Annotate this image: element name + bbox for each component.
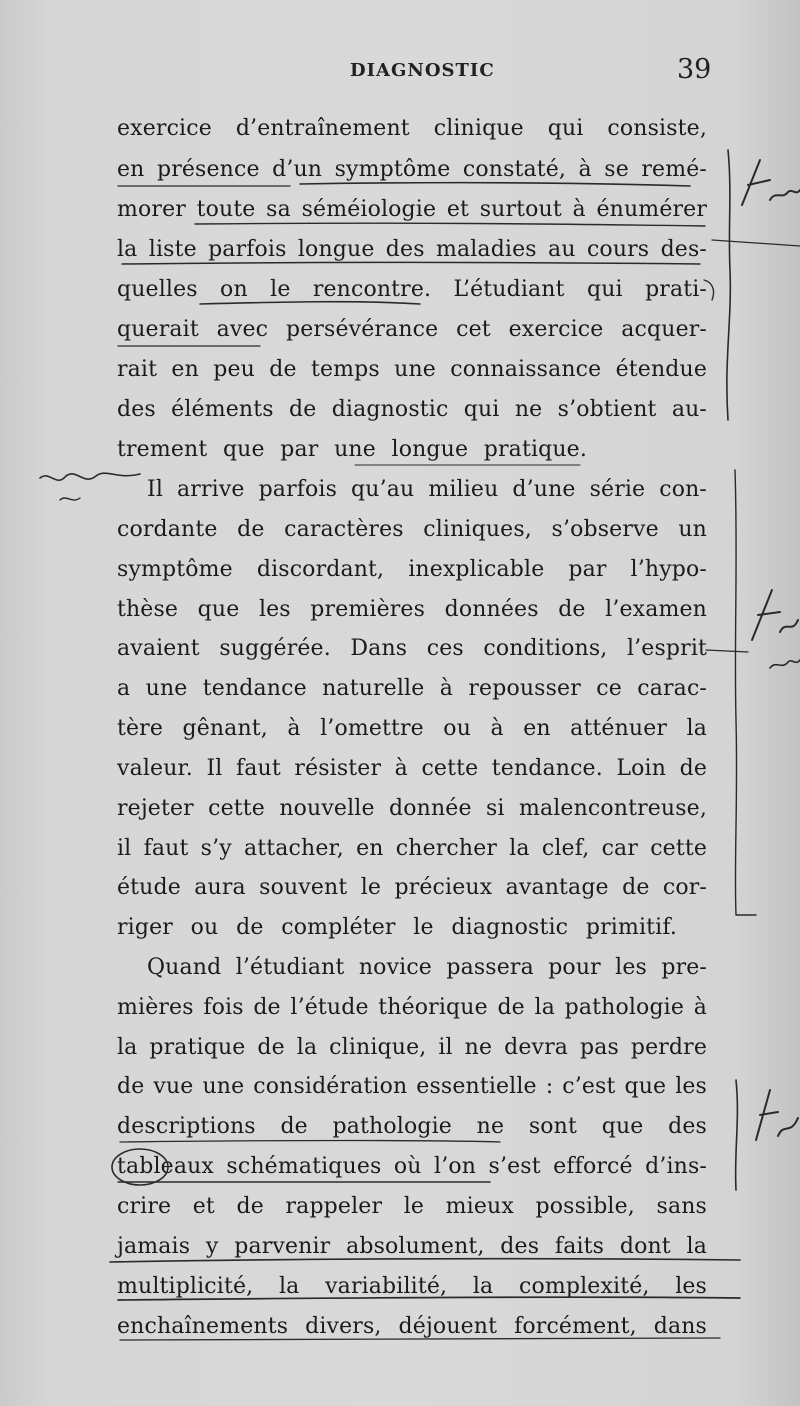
text-line: Quand l’étudiant novice passera pour les pre-	[147, 955, 707, 980]
text-line: en présence d’un symptôme constaté, à se remé-	[117, 157, 707, 182]
text-line: querait avec persévérance cet exercice acquer-	[117, 317, 707, 342]
text-line: symptôme discordant, inexplicable par l’hypo-	[117, 557, 707, 582]
text-line: étude aura souvent le précieux avantage de cor-	[117, 875, 707, 900]
text-line: morer toute sa séméiologie et surtout à énumérer	[117, 197, 707, 222]
text-line: avaient suggérée. Dans ces conditions, l’esprit	[117, 636, 707, 661]
text-line: la liste parfois longue des maladies au cours des-	[117, 237, 707, 262]
text-line: jamais y parvenir absolument, des faits dont la	[117, 1234, 707, 1259]
text-line: Il arrive parfois qu’au milieu d’une série con-	[147, 477, 707, 502]
text-line: cordante de caractères cliniques, s’observe un	[117, 517, 707, 542]
text-line: tableaux schématiques où l’on s’est efforcé d’ins-	[117, 1154, 707, 1179]
text-line: de vue une considération essentielle : c’est que les	[117, 1074, 707, 1099]
text-line: il faut s’y attacher, en chercher la clef, car cette	[117, 836, 707, 861]
text-line: crire et de rappeler le mieux possible, sans	[117, 1194, 707, 1219]
text-line: rejeter cette nouvelle donnée si malencontreuse,	[117, 796, 707, 821]
text-line: trement que par une longue pratique.	[117, 437, 587, 462]
running-head-title: DIAGNOSTIC	[350, 60, 495, 81]
text-line: enchaînements divers, déjouent forcément, dans	[117, 1314, 707, 1339]
text-line: mières fois de l’étude théorique de la pathologie à	[117, 995, 707, 1020]
text-line: thèse que les premières données de l’examen	[117, 597, 707, 622]
text-line: des éléments de diagnostic qui ne s’obtient au-	[117, 397, 707, 422]
text-line: multiplicité, la variabilité, la complexité, les	[117, 1274, 707, 1299]
text-line: tère gênant, à l’omettre ou à en atténuer la	[117, 716, 707, 741]
text-line: valeur. Il faut résister à cette tendance. Loin de	[117, 756, 707, 781]
text-line: riger ou de compléter le diagnostic primitif.	[117, 915, 677, 940]
text-line: descriptions de pathologie ne sont que des	[117, 1114, 707, 1139]
text-line: quelles on le rencontre. L’étudiant qui prati-	[117, 277, 707, 302]
text-line: rait en peu de temps une connaissance étendue	[117, 357, 707, 382]
page-number: 39	[677, 54, 712, 85]
text-line: a une tendance naturelle à repousser ce carac-	[117, 676, 707, 701]
text-line: exercice d’entraînement clinique qui consiste,	[117, 116, 707, 141]
text-line: la pratique de la clinique, il ne devra pas perdre	[117, 1035, 707, 1060]
